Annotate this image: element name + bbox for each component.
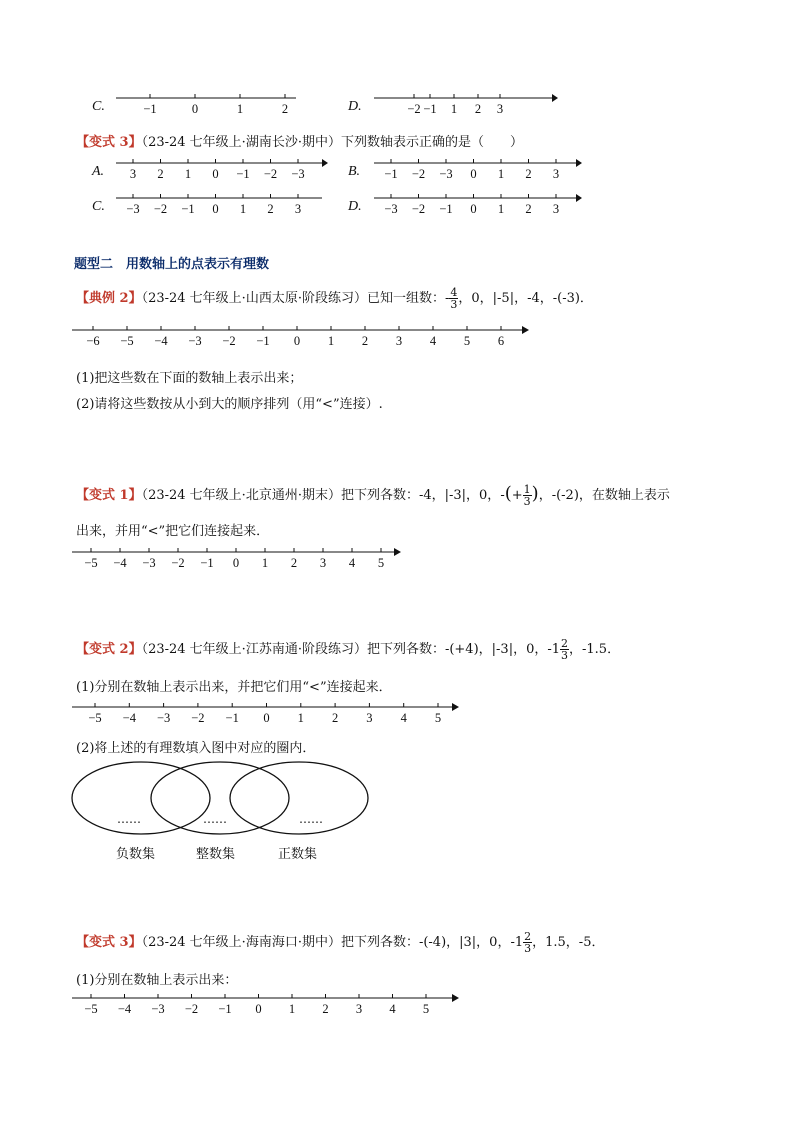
- tick-label: −2: [263, 167, 278, 181]
- set-dots-positive: ……: [299, 812, 323, 826]
- option-d-letter: D.: [348, 99, 362, 114]
- option-a-letter: A.: [92, 164, 105, 179]
- tick-label: 6: [497, 334, 505, 348]
- number-line-example2: [70, 320, 540, 354]
- tick-label: 1: [497, 167, 505, 181]
- source: （23-24 七年级上·北京通州·期末）: [141, 488, 341, 503]
- number-line-option-a: [112, 155, 332, 185]
- variant2-part1: (1)分别在数轴上表示出来，并把它们用“<”连接起来．: [76, 680, 392, 695]
- tick-label: −3: [126, 202, 140, 216]
- variant1-line2: 出来，并用“<”把它们连接起来．: [76, 524, 270, 539]
- arrow-head: [394, 548, 401, 556]
- tick-label: 1: [288, 1002, 296, 1016]
- tick-label: 4: [429, 334, 437, 348]
- variant-tag: 【变式 2】: [76, 642, 142, 657]
- arrow-head: [576, 194, 582, 202]
- intro-text: 把下列各数：-(+4)，|-3|，0，-1: [366, 642, 561, 657]
- source: （23-24 七年级上·江苏南通·阶段练习）: [141, 642, 367, 657]
- tick-label: 0: [263, 711, 270, 725]
- tick-label: −4: [122, 711, 136, 725]
- intro-text: 已知一组数：: [366, 291, 445, 306]
- tick-label: 1: [327, 334, 335, 348]
- tick-label: 1: [184, 167, 192, 181]
- tick-label: −1: [439, 202, 453, 216]
- variant-tag: 【变式 3】: [76, 135, 142, 150]
- tick-label: 5: [463, 334, 471, 348]
- label-negative-set: 负数集: [116, 847, 156, 862]
- tick-label: 3: [496, 102, 504, 116]
- tick-label: −1: [423, 102, 437, 116]
- tick-label: −3: [142, 556, 156, 570]
- rest-text: ，0，|-5|，-4，-(-3)．: [458, 291, 593, 306]
- number-line-option-b: [370, 155, 590, 185]
- number-line-variant3b: [70, 990, 470, 1022]
- fraction: $\frac{1}{3}$: [523, 483, 531, 508]
- intro-text: 把下列各数：-4，|-3|，0，: [340, 488, 501, 503]
- arrow-head: [452, 703, 459, 711]
- tick-label: 1: [261, 556, 269, 570]
- fraction: $\frac{2}{3}$: [561, 637, 569, 662]
- tick-label: −1: [200, 556, 214, 570]
- tick-label: 0: [293, 334, 301, 348]
- variant3b-part1: (1)分别在数轴上表示出来：: [76, 973, 238, 988]
- variant3b-question: [76, 931, 604, 954]
- tick-label: 0: [232, 556, 240, 570]
- variant-tag: 【变式 1】: [76, 488, 142, 503]
- arrow-head: [452, 994, 459, 1002]
- tick-label: 3: [552, 167, 560, 181]
- tick-label: 2: [331, 711, 339, 725]
- tick-label: −4: [154, 334, 168, 348]
- variant1-question: 【变式 1】（23-24 七年级上·北京通州·期末）把下列各数：-4，|-3|，0，-(+ $\frac{1}{3}$ )，-(-2)，在数轴上表示: [76, 483, 670, 508]
- arrow-head: [576, 159, 582, 167]
- tick-label: 2: [474, 102, 482, 116]
- variant3a-question: [76, 131, 523, 150]
- tick-label: 0: [470, 167, 477, 181]
- tick-label: 4: [348, 556, 356, 570]
- source: （23-24 七年级上·湖南长沙·期中）: [141, 135, 341, 150]
- rest-text: ，1.5，-5．: [532, 935, 605, 950]
- tick-label: −2: [191, 711, 205, 725]
- number-line-variant1: [70, 545, 410, 575]
- tick-label: −2: [411, 202, 426, 216]
- venn-diagram: [68, 758, 374, 838]
- variant2-part2: (2)将上述的有理数填入图中对应的圈内．: [76, 741, 316, 756]
- tick-label: 4: [400, 711, 407, 725]
- tick-label: 3: [395, 334, 403, 348]
- tick-label: 0: [212, 167, 219, 181]
- fraction: $\frac{2}{3}$: [524, 930, 532, 955]
- tick-label: −3: [384, 202, 398, 216]
- variant2-question: [76, 638, 620, 661]
- tick-label: −3: [291, 167, 305, 181]
- tick-label: 2: [157, 167, 164, 181]
- tick-label: 1: [497, 202, 505, 216]
- set-dots-integer: ……: [203, 812, 227, 826]
- tick-label: 3: [129, 167, 137, 181]
- tick-label: 0: [470, 202, 477, 216]
- tick-label: −3: [188, 334, 202, 348]
- tick-label: −6: [86, 334, 100, 348]
- tick-label: 5: [377, 556, 385, 570]
- fraction: $\frac{4}{3}$: [450, 286, 458, 311]
- number-line-d: [370, 90, 560, 120]
- negative-set-ellipse: [72, 762, 210, 834]
- tick-label: −1: [236, 167, 250, 181]
- intro-text: 把下列各数：-(-4)，|3|，0，-1: [340, 935, 524, 950]
- tick-label: 3: [319, 556, 327, 570]
- arrow-head: [322, 159, 328, 167]
- tick-label: −2: [184, 1002, 199, 1016]
- tick-label: −5: [88, 711, 102, 725]
- source: （23-24 七年级上·山西太原·阶段练习）: [141, 291, 367, 306]
- question-text: 下列数轴表示正确的是（ ）: [340, 135, 523, 150]
- tick-label: 1: [239, 202, 247, 216]
- example-tag: 【典例 2】: [76, 291, 142, 306]
- number-line-variant2: [70, 699, 470, 731]
- label-integer-set: 整数集: [196, 847, 236, 862]
- variant-tag: 【变式 3】: [76, 935, 142, 950]
- tick-label: 2: [290, 556, 298, 570]
- tick-label: 5: [434, 711, 442, 725]
- tick-label: 2: [525, 202, 532, 216]
- tick-label: 2: [322, 1002, 329, 1016]
- tick-label: −2: [171, 556, 185, 570]
- tick-label: −1: [218, 1002, 232, 1016]
- option-d2-letter: D.: [348, 199, 362, 214]
- option-b-letter: B.: [348, 164, 361, 179]
- set-dots-negative: ……: [117, 812, 141, 826]
- tick-label: −3: [151, 1002, 165, 1016]
- option-c-letter: C.: [92, 99, 105, 114]
- tick-label: −2: [411, 167, 426, 181]
- tick-label: −4: [117, 1002, 132, 1016]
- tick-label: −3: [439, 167, 453, 181]
- example2-part1: (1)把这些数在下面的数轴上表示出来；: [76, 371, 303, 386]
- tick-label: 0: [191, 102, 199, 116]
- tick-label: −5: [84, 1002, 98, 1016]
- label-positive-set: 正数集: [278, 847, 318, 862]
- tick-label: −1: [384, 167, 398, 181]
- tick-label: 1: [236, 102, 244, 116]
- tick-label: −3: [156, 711, 171, 725]
- tick-label: 2: [281, 102, 289, 116]
- rest-text: ，-(-2)，在数轴上表示: [538, 488, 670, 503]
- number-line-option-c: [112, 190, 332, 220]
- tick-label: −1: [143, 102, 157, 116]
- tick-label: −2: [222, 334, 236, 348]
- section-title: 题型二 用数轴上的点表示有理数: [74, 257, 270, 272]
- example2-part2: (2)请将这些数按从小到大的顺序排列（用“<”连接）.: [76, 397, 383, 412]
- arrow-head: [552, 94, 558, 102]
- tick-label: 0: [212, 202, 219, 216]
- tick-label: 1: [450, 102, 458, 116]
- tick-label: −2: [407, 102, 421, 116]
- tick-label: 1: [297, 711, 304, 725]
- number-line-option-d: [370, 190, 590, 220]
- tick-label: 2: [267, 202, 274, 216]
- tick-label: −5: [84, 556, 98, 570]
- tick-label: 3: [294, 202, 302, 216]
- tick-label: −1: [181, 202, 195, 216]
- tick-label: −2: [153, 202, 168, 216]
- tick-label: −5: [120, 334, 134, 348]
- tick-label: 3: [552, 202, 560, 216]
- number-line-c: [112, 90, 302, 120]
- tick-label: 2: [361, 334, 369, 348]
- tick-label: 0: [255, 1002, 262, 1016]
- tick-label: 3: [366, 711, 373, 725]
- example2-question: 【典例 2】（23-24 七年级上·山西太原·阶段练习）已知一组数：- $\frac{4}{3}$ ，0，|-5|，-4，-(-3)．: [76, 286, 593, 311]
- option-c2-letter: C.: [92, 199, 105, 214]
- source: （23-24 七年级上·海南海口·期中）: [141, 935, 341, 950]
- tick-label: 3: [355, 1002, 363, 1016]
- tick-label: 5: [422, 1002, 430, 1016]
- arrow-head: [522, 326, 529, 334]
- tick-label: 2: [525, 167, 532, 181]
- rest-text: ，-1.5．: [569, 642, 621, 657]
- tick-label: −1: [225, 711, 239, 725]
- tick-label: −4: [113, 556, 127, 570]
- tick-label: −1: [256, 334, 270, 348]
- tick-label: 4: [389, 1002, 396, 1016]
